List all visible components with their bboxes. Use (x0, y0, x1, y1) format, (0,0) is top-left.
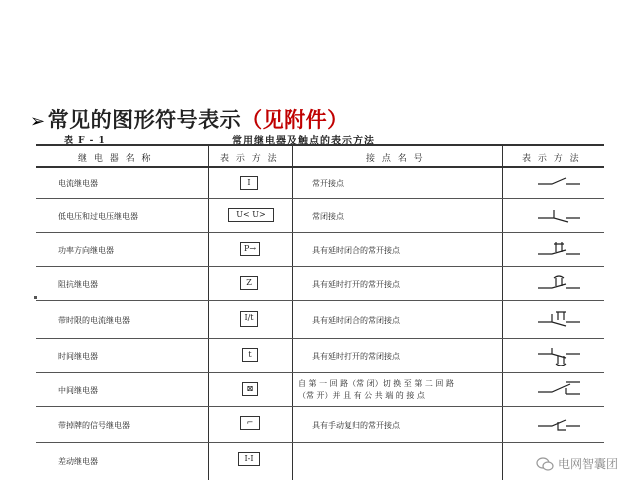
page-heading (30, 104, 349, 134)
header-contact-name: 接 点 名 号 (366, 154, 425, 164)
relay-symbol: ⊠ (242, 382, 258, 396)
relay-symbol: U< U> (228, 208, 274, 222)
arrow-bullet-icon: ➢ (30, 111, 46, 132)
heading-annex: （见附件） (241, 108, 349, 132)
relay-name: 低电压和过电压继电器 (58, 212, 138, 221)
watermark-text: 电网智囊团 (557, 457, 618, 471)
relay-symbol: P→ (240, 242, 260, 256)
row-rule (36, 406, 604, 407)
relay-name: 带时限的电流继电器 (58, 316, 130, 325)
relay-name: 电流继电器 (58, 179, 98, 188)
header-relay-name: 继 电 器 名 称 (78, 154, 153, 164)
normally-closed-contact-icon (536, 206, 582, 226)
delayed-open-contact-icon (536, 272, 582, 294)
relay-name: 带掉牌的信号继电器 (58, 421, 130, 430)
delayed-close-nc-contact-icon (536, 308, 582, 330)
relay-name: 时间继电器 (58, 352, 98, 361)
row-rule (36, 442, 604, 443)
relay-symbol: I (240, 176, 258, 190)
contact-name: 具有延时闭合的常闭接点 (312, 316, 400, 325)
col-divider (502, 146, 503, 480)
relay-name: 阻抗继电器 (58, 280, 98, 289)
contact-name: 常开接点 (312, 179, 344, 188)
relay-symbol: Z (240, 276, 258, 290)
row-rule (36, 300, 604, 301)
row-rule (36, 372, 604, 373)
row-rule (36, 232, 604, 233)
delayed-open-nc-contact-icon (536, 344, 582, 366)
relay-symbol-table (36, 144, 604, 480)
relay-symbol: t (242, 348, 258, 362)
heading-title: 常见的图形符号表示 (47, 108, 242, 132)
manual-reset-contact-icon (536, 412, 582, 434)
contact-name: 具有延时闭合的常开接点 (312, 246, 400, 255)
col-divider (292, 146, 293, 480)
col-divider (208, 146, 209, 480)
changeover-contact-icon (536, 376, 582, 400)
row-rule (36, 338, 604, 339)
contact-name: 常闭接点 (312, 212, 344, 221)
header-rule (36, 166, 604, 168)
relay-symbol: ⌐ (240, 416, 260, 430)
relay-name: 功率方向继电器 (58, 246, 114, 255)
contact-name: 具有手动复归的常开接点 (312, 421, 400, 430)
normally-open-contact-icon (536, 174, 582, 190)
header-method: 表 示 方 法 (522, 154, 581, 164)
table-title: 常用继电器及触点的表示方法 (232, 136, 375, 147)
contact-name: 具有延时打开的常闭接点 (312, 352, 400, 361)
row-rule (36, 198, 604, 199)
relay-symbol: I-I (238, 452, 260, 466)
table-label: 表 F - 1 (64, 136, 106, 146)
contact-name-line2: （常 开）并 且 有 公 共 端 的 接 点 (298, 391, 425, 400)
relay-symbol: I/t (240, 311, 258, 327)
delayed-close-contact-icon (536, 238, 582, 260)
relay-name: 中间继电器 (58, 386, 98, 395)
relay-name: 差动继电器 (58, 457, 98, 466)
row-rule (36, 266, 604, 267)
contact-name-line1: 自 第 一 回 路（常 闭）切 换 至 第 二 回 路 (298, 379, 454, 388)
watermark (536, 455, 618, 472)
wechat-icon (536, 456, 554, 472)
header-method: 表 示 方 法 (220, 154, 279, 164)
contact-name: 具有延时打开的常开接点 (312, 280, 400, 289)
